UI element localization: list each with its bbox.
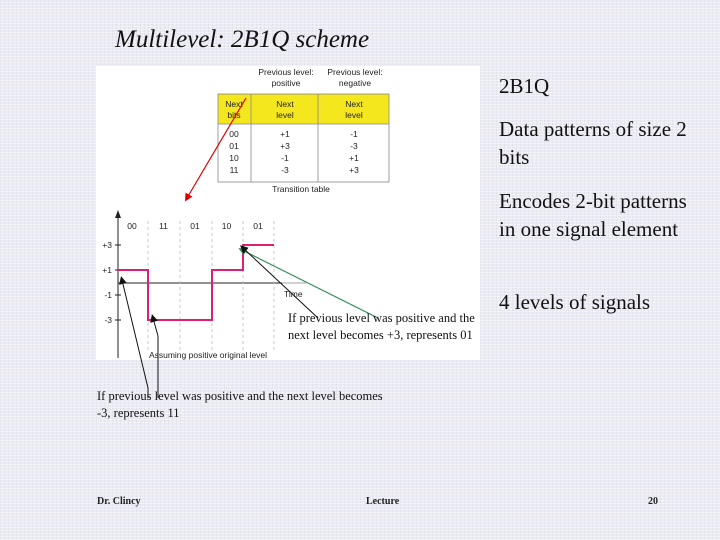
caption-minus3: If previous level was positive and the next level becomes -3, represents 11 xyxy=(97,389,383,420)
table-caption: Transition table xyxy=(272,184,330,194)
table-cell-level: +3 xyxy=(280,141,290,151)
caption-plus3: If previous level was positive and the next level becomes +3, represents 01 xyxy=(288,311,475,342)
col-next-line2: bits xyxy=(227,110,241,120)
bit-pair-label: 10 xyxy=(221,221,232,231)
table-cell-level: +1 xyxy=(280,129,290,139)
bullet-item: Encodes 2-bit patterns in one signal element xyxy=(499,189,687,241)
table-cell-level: -1 xyxy=(281,153,289,163)
footer-author: Dr. Clincy xyxy=(97,496,141,507)
bit-pair-label: 11 xyxy=(159,221,168,231)
bit-pair-label: 01 xyxy=(253,221,263,231)
table-cell-level: -3 xyxy=(281,165,289,175)
footer-center: Lecture xyxy=(366,496,400,507)
black-arrow-minus3-right xyxy=(153,318,158,336)
table-cell-level: +3 xyxy=(349,165,359,175)
slide-title: Multilevel: 2B1Q scheme xyxy=(115,26,370,53)
assumption-label: Assuming positive original level xyxy=(148,350,268,360)
bit-pair-label: 01 xyxy=(190,221,200,231)
header-positive-line1: Previous level: xyxy=(258,67,314,77)
black-arrow-minus3-left xyxy=(122,280,148,398)
header-positive-line2: positive xyxy=(271,78,301,88)
green-arrow xyxy=(242,250,378,318)
header-negative-line2: negative xyxy=(338,78,372,88)
level-label: -3 xyxy=(104,315,112,325)
col-neg-line1: Next xyxy=(345,99,363,109)
table-cell-bits: 11 xyxy=(229,165,239,175)
col-neg-line2: level xyxy=(345,110,363,120)
col-pos-line2: level xyxy=(276,110,294,120)
table-cell-level: +1 xyxy=(349,153,359,163)
bullet-item: Data patterns of size 2 bits xyxy=(499,117,687,169)
table-cell-level: -1 xyxy=(350,129,358,139)
table-cell-level: -3 xyxy=(350,141,358,151)
bullet-item: 4 levels of signals xyxy=(499,290,651,314)
col-next-line1: Next xyxy=(225,99,243,109)
level-label: +1 xyxy=(102,265,112,275)
bullet-item: 2B1Q xyxy=(499,74,550,98)
red-arrow xyxy=(187,98,246,198)
col-pos-line1: Next xyxy=(276,99,294,109)
level-label: -1 xyxy=(104,290,112,300)
table-cell-bits: 00 xyxy=(229,129,239,139)
footer-page-number: 20 xyxy=(648,496,658,507)
time-label: Time xyxy=(284,289,303,299)
bit-pair-label: 00 xyxy=(127,221,137,231)
table-cell-bits: 01 xyxy=(229,141,239,151)
table-cell-bits: 10 xyxy=(229,153,239,163)
level-label: +3 xyxy=(102,240,112,250)
header-negative-line1: Previous level: xyxy=(327,67,383,77)
